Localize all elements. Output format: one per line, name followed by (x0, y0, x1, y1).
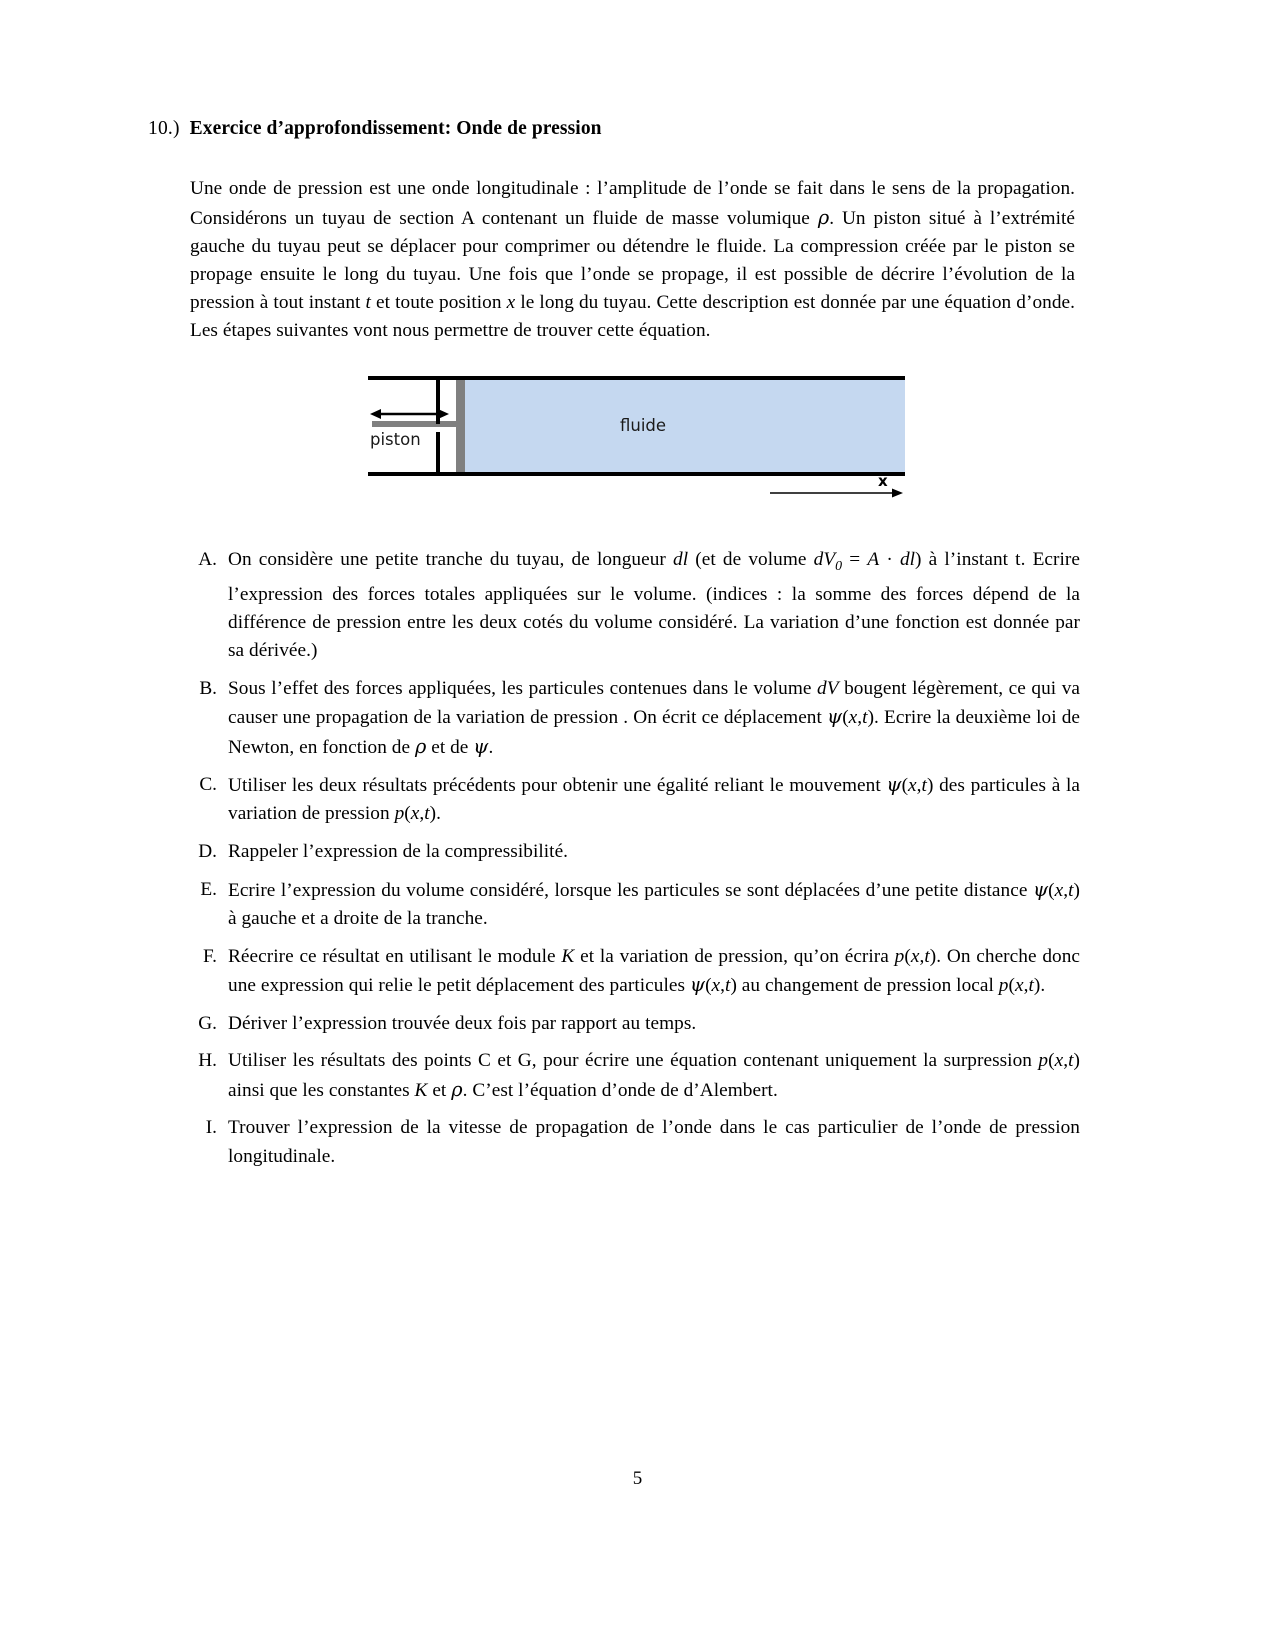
list-item (190, 1010, 1080, 1038)
cylinder-wall-lower (436, 432, 440, 476)
fluid-label: fluide (619, 416, 667, 435)
tube-bottom-wall (368, 472, 905, 476)
list-item (190, 1114, 1080, 1170)
list-item (190, 771, 1080, 828)
step-text: Trouver l’expression de la vitesse de propagation de l’onde dans le cas particulier de l’onde de pression longitudinale. (228, 1117, 1080, 1167)
step-text: Sous l’effet des forces appliquées, les particules contenues dans le volume dV bougent légèrement, ce qui va causer une propagation de la variation de pression . On écrit ce déplacement ψ(x,t). Ecrire la deuxième loi de Newton, en fonction de ρ et de ψ. (228, 678, 1080, 758)
x-axis-label: x (878, 472, 888, 490)
list-item (190, 675, 1080, 762)
list-item (190, 838, 1080, 866)
exercise-heading (148, 118, 1088, 140)
step-text: Utiliser les résultats des points C et G, pour écrire une équation contenant uniquement la surpression p(x,t) ainsi que les constantes K et ρ. C’est l’équation d’onde de d’Alembert. (228, 1050, 1080, 1101)
step-text: Réecrire ce résultat en utilisant le module K et la variation de pression, qu’on écrira p(x,t). On cherche donc une expression qui relie le petit déplacement des particules ψ(x,t) au changement de pression local p(x,t). (228, 945, 1080, 996)
step-text: Utiliser les deux résultats précédents pour obtenir une égalité reliant le mouvement ψ(x,t) des particules à la variation de pression p(x,t). (228, 773, 1080, 825)
piston-label: piston (370, 430, 421, 449)
step-marker: I. (205, 1117, 217, 1139)
steps-list (190, 546, 1080, 1180)
step-marker: G. (198, 1012, 217, 1034)
step-text: Dériver l’expression trouvée deux fois par rapport au temps. (228, 1012, 697, 1034)
exercise-number: 10.) (148, 118, 180, 139)
step-text: Ecrire l’expression du volume considéré, lorsque les particules se sont déplacées d’une petite distance ψ(x,t) à gauche et a droite de la tranche. (228, 877, 1080, 930)
list-item (190, 546, 1080, 666)
step-marker: B. (199, 678, 217, 700)
step-text: Rappeler l’expression de la compressibilité. (228, 841, 569, 863)
step-marker: H. (198, 1050, 217, 1072)
piston-tube-figure (350, 358, 920, 508)
step-marker: C. (199, 774, 217, 796)
step-marker: D. (198, 841, 217, 863)
piston-head (456, 380, 465, 472)
step-text: On considère une petite tranche du tuyau, de longueur dl (et de volume $dV_0 = A \cdot dl$) à l’instant t. Ecrire l’expression des forces totales appliquées sur le volume. (indices : la somme des forces dépend de la différence de pression entre les deux cotés du volume considéré. La variation d’une fonction est donnée par sa dérivée.) (228, 549, 1080, 662)
tube-top-wall (368, 376, 905, 380)
list-item (190, 943, 1080, 1000)
fluid-region (465, 380, 905, 472)
step-marker: E. (200, 878, 217, 900)
step-marker: F. (203, 945, 217, 967)
list-item (190, 1047, 1080, 1104)
piston-rod (372, 421, 456, 427)
exercise-title: Exercice d’approfondissement: Onde de pression (189, 118, 602, 139)
list-item (190, 876, 1080, 933)
intro-paragraph: Une onde de pression est une onde longitudinale : l’amplitude de l’onde se fait dans le sens de la propagation. Considérons un tuyau de section A contenant un fluide de masse volumique ρ. Un piston situé à l’extrémité gauche du tuyau peut se déplacer pour comprimer ou détendre le fluide. La compression créée par le piston se propage ensuite le long du tuyau. Une fois que l’onde se propage, il est possible de décrire l’évolution de la pression à tout instant t et toute position x le long du tuyau. Cette description est donnée par une équation d’onde. Les étapes suivantes vont nous permettre de trouver cette équation. (190, 178, 1076, 342)
step-marker: A. (198, 549, 217, 570)
page-number: 5 (632, 1468, 643, 1489)
